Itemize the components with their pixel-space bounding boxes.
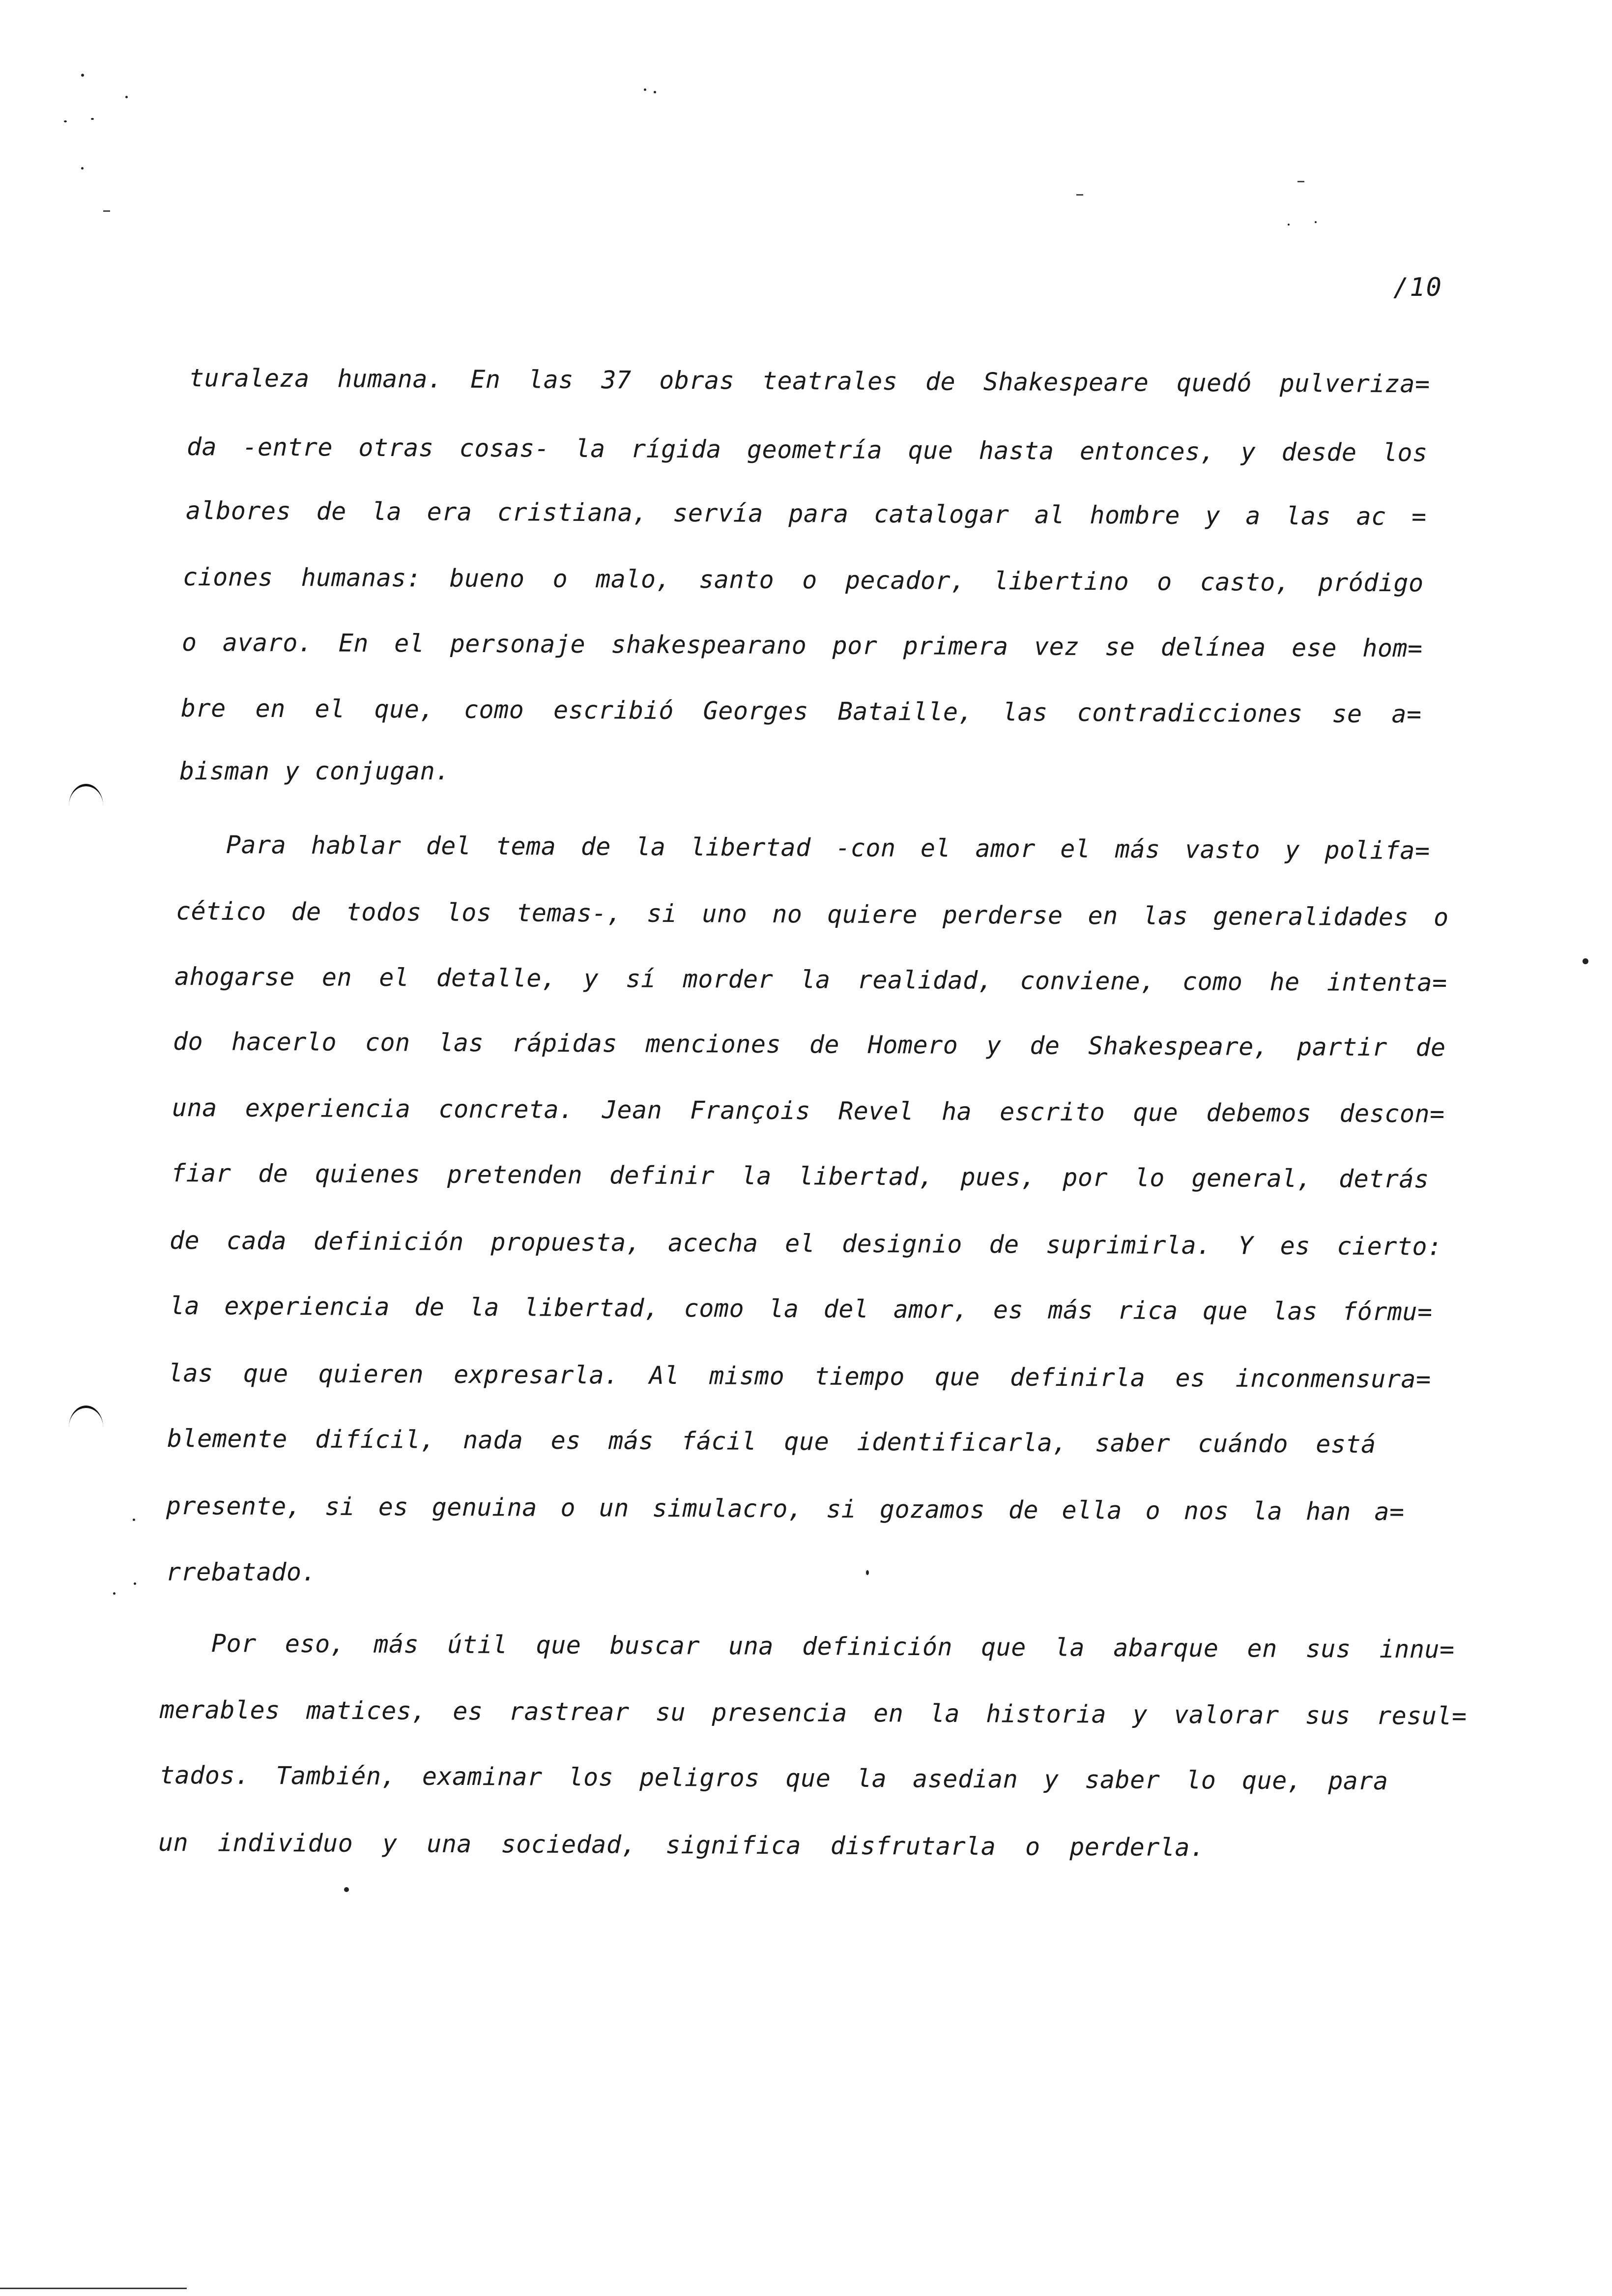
scan-speck — [654, 91, 656, 93]
text-line: Para hablar del tema de la libertad -con el amor el más vasto y polifa= — [226, 831, 1430, 865]
text-line: cético de todos los temas-, si uno no quiere perderse en las generalidades o — [175, 897, 1449, 932]
scan-speck — [113, 1592, 115, 1595]
margin-mark — [69, 784, 103, 806]
text-line: ahogarse en el detalle, y sí morder la realidad, conviene, como he intenta= — [174, 962, 1447, 997]
text-line: da -entre otras cosas- la rígida geometría que hasta entonces, y desde los — [186, 432, 1428, 467]
scan-speck — [64, 120, 67, 122]
text-line: fiar de quienes pretenden definir la libertad, pues, por lo general, detrás — [171, 1159, 1429, 1194]
text-line: rrebatado. — [166, 1558, 317, 1586]
text-line: bisman y conjugan. — [179, 757, 450, 785]
scan-mark — [1297, 181, 1304, 182]
text-line: tados. También, examinar los peligros que la asedian y saber lo que, para — [159, 1761, 1388, 1796]
text-line: una experiencia concreta. Jean François Revel ha escrito que debemos descon= — [172, 1093, 1445, 1128]
page-number: /10 — [1393, 273, 1442, 302]
text-line: albores de la era cristiana, servía para catalogar al hombre y a las ac = — [185, 496, 1427, 531]
scan-mark — [103, 210, 110, 212]
scan-speck — [1315, 221, 1317, 223]
bottom-edge-rule — [0, 2288, 187, 2289]
scan-speck — [866, 1570, 869, 1575]
scan-speck — [1583, 958, 1588, 964]
text-line: las que quieren expresarla. Al mismo tiempo que definirla es inconmensura= — [168, 1359, 1431, 1394]
text-line: la experiencia de la libertad, como la del amor, es más rica que las fórmu= — [169, 1292, 1433, 1326]
text-line: blemente difícil, nada es más fácil que identificarla, saber cuándo está — [167, 1424, 1376, 1459]
scan-mark — [1076, 194, 1083, 196]
text-line: un individuo y una sociedad, significa disfrutarla o perderla. — [158, 1828, 1205, 1862]
scan-speck — [1288, 224, 1290, 226]
scan-speck — [344, 1887, 349, 1892]
scan-speck — [133, 1519, 135, 1521]
text-line: Por eso, más útil que buscar una definición que la abarque en sus innu= — [211, 1629, 1455, 1664]
scan-speck — [81, 167, 84, 170]
scan-speck — [125, 96, 128, 98]
margin-mark — [69, 1406, 103, 1428]
text-line: de cada definición propuesta, acecha el designio de suprimirla. Y es cierto: — [169, 1226, 1442, 1261]
text-line: turaleza humana. En las 37 obras teatrales de Shakespeare quedó pulveriza= — [189, 364, 1430, 399]
text-line: presente, si es genuina o un simulacro, si gozamos de ella o nos la han a= — [166, 1492, 1405, 1526]
text-line: ciones humanas: bueno o malo, santo o pecador, libertino o casto, pródigo — [182, 563, 1424, 598]
text-line: do hacerlo con las rápidas menciones de Homero y de Shakespeare, partir de — [173, 1027, 1446, 1062]
text-line: o avaro. En el personaje shakespearano por primera vez se delínea ese hom= — [181, 628, 1423, 663]
scan-speck — [644, 88, 646, 91]
scan-speck — [134, 1582, 136, 1585]
scan-speck — [91, 118, 94, 120]
text-line: merables matices, es rastrear su presencia en la historia y valorar sus resul= — [159, 1695, 1467, 1730]
scan-speck — [81, 74, 84, 77]
text-line: bre en el que, como escribió Georges Bataille, las contradicciones se a= — [180, 694, 1422, 729]
